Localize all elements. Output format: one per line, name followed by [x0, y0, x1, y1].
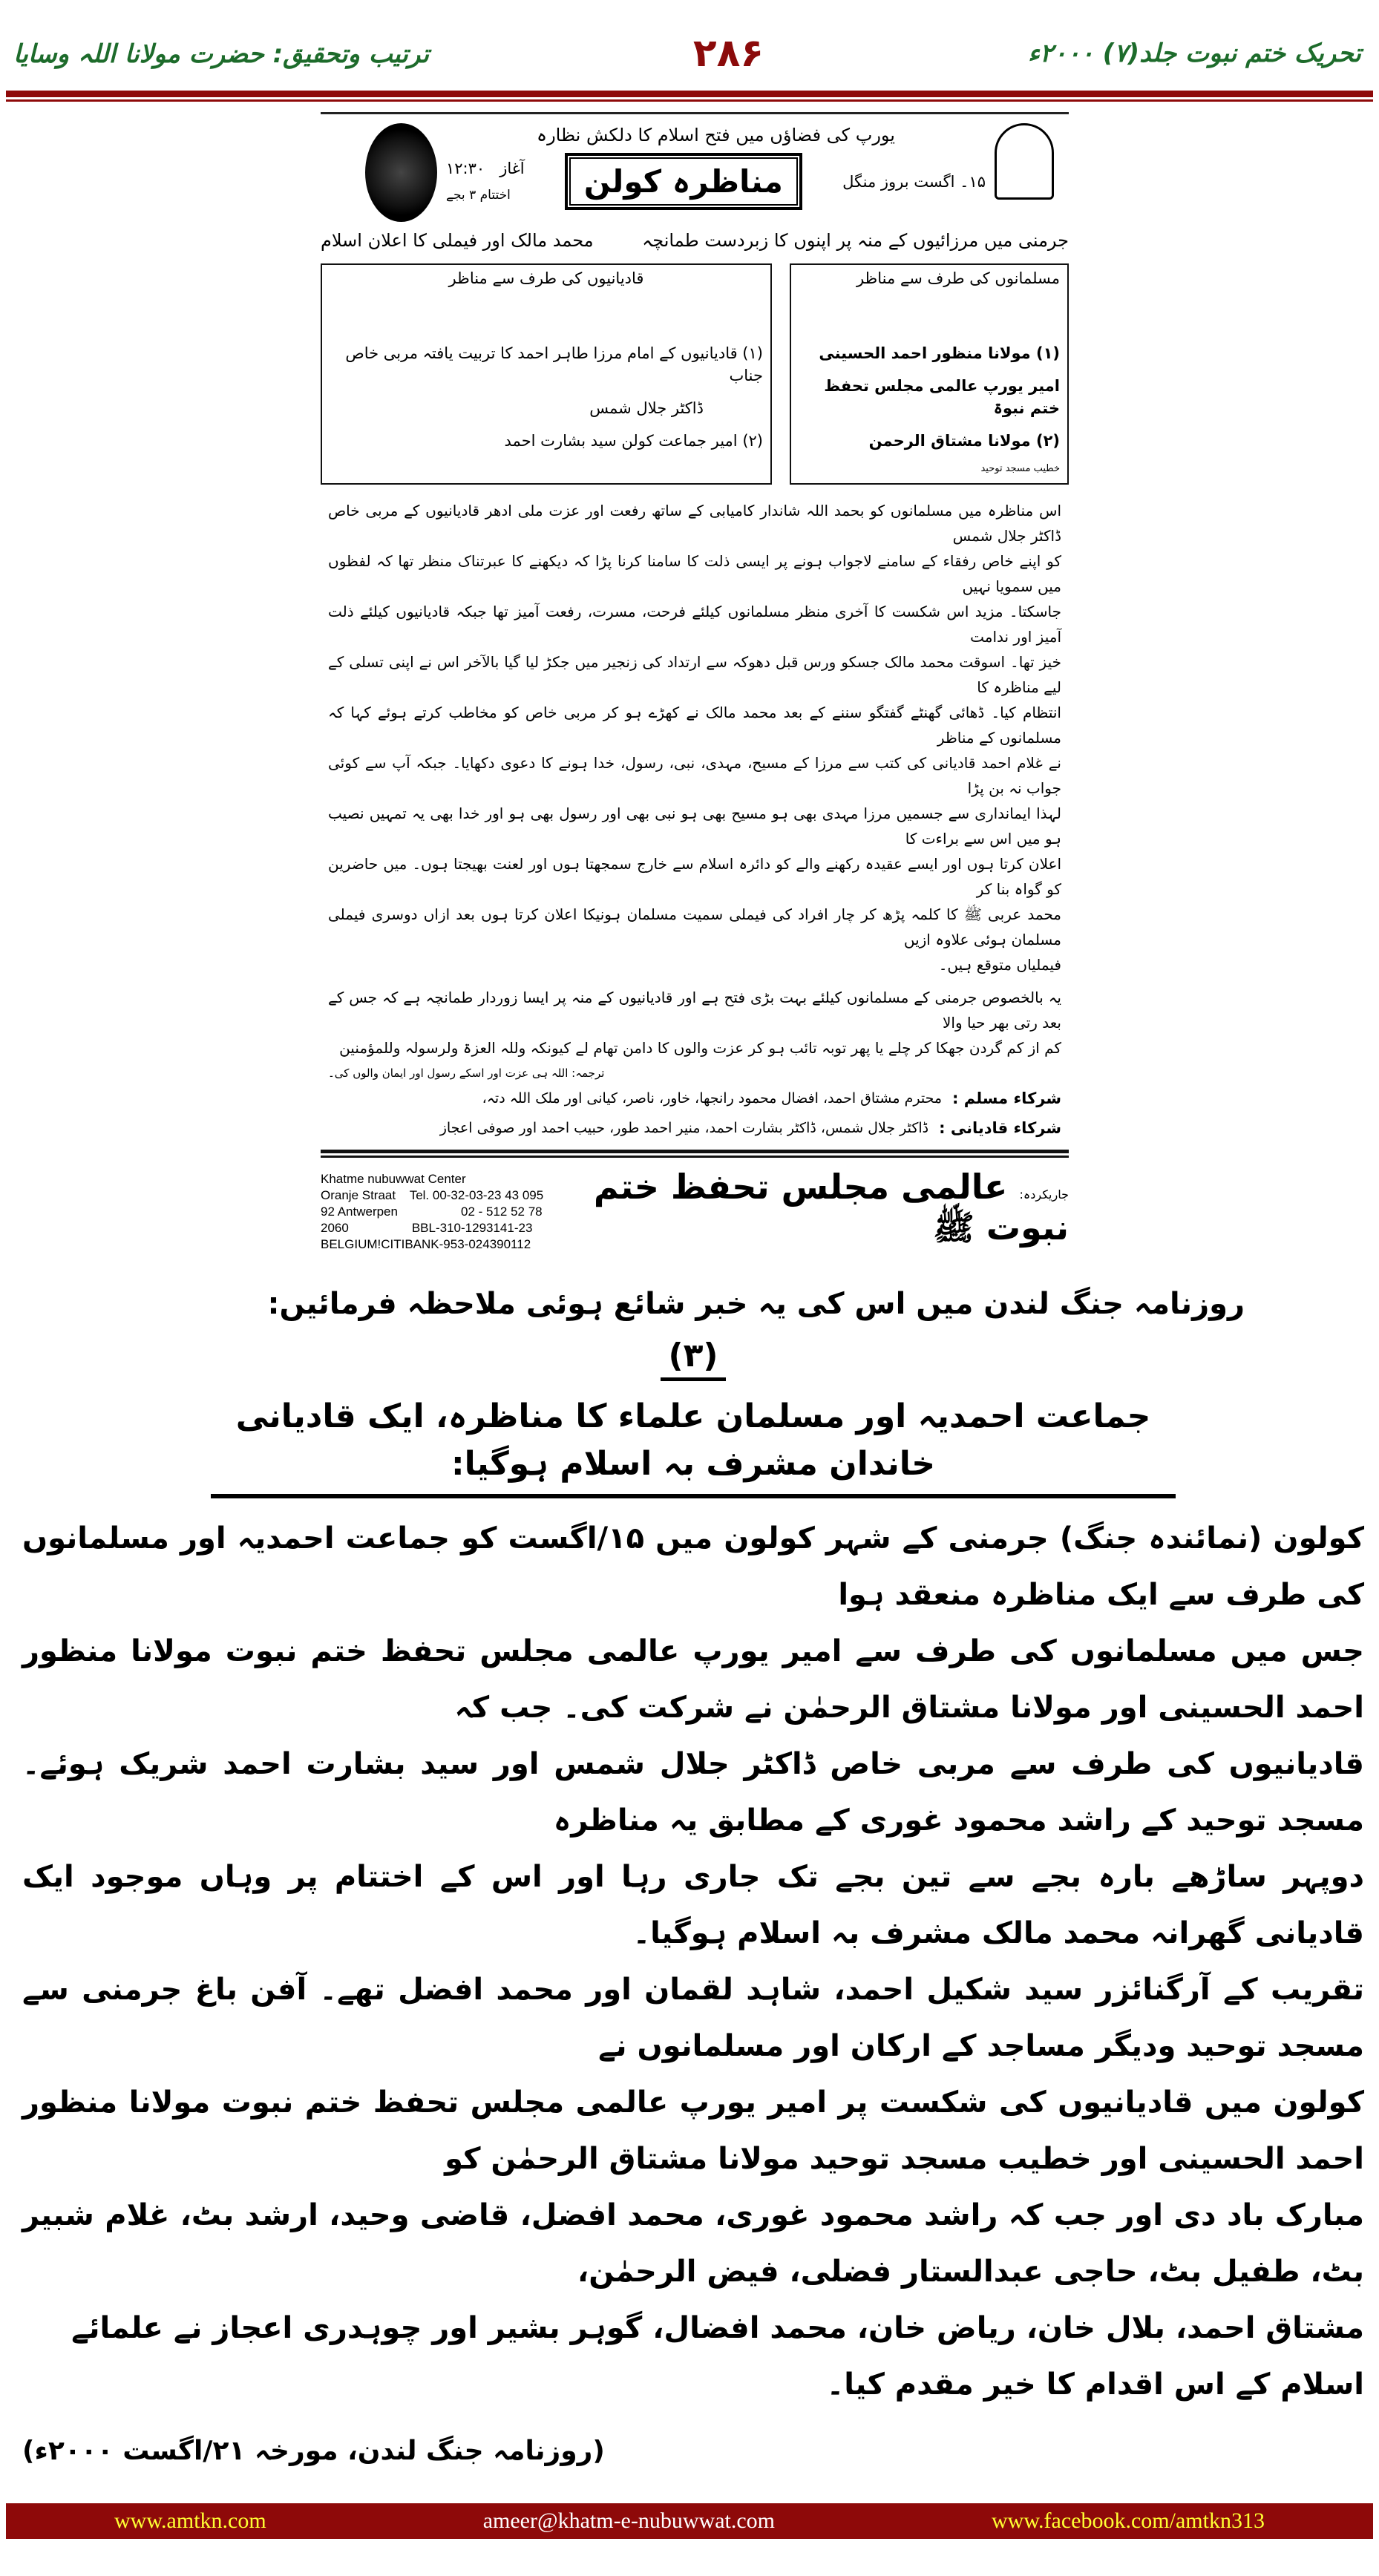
clipping-title: مناظرہ کولن [565, 153, 802, 210]
clipping-paragraph-line: انتظام کیا۔ ڈھائی گھنٹے گفتگو سننے کے بعد محمد مالک نے کھڑے ہو کر مربی خاص کو مخاطب کرتے ہوئے کہا کہ مسلمانوں کے مناظر [328, 704, 1061, 747]
start-time: ۱۲:۳۰ [446, 159, 485, 177]
panel-line: (۲) امیر جماعت کولن سید بشارت احمد [504, 432, 763, 450]
facebook-link[interactable]: www.facebook.com/amtkn313 [992, 2508, 1265, 2533]
headline-right: جرمنی میں مرزائیوں کے منہ پر اپنوں کا زبردست طمانچہ [642, 230, 1069, 251]
body-line: کولون (نمائندہ جنگ) جرمنی کے شہر کولون میں ۱۵/اگست کو جماعت احمدیہ اور مسلمانوں کی طرف سے ایک مناظرہ منعقد ہوا [22, 1521, 1365, 1612]
clipping-paragraph-line: محمد عربی ﷺ کا کلمہ پڑھ کر چار افراد کی فیملی سمیت مسلمان ہونیکا اعلان کرتا ہوں بعد ازاں دوسری فیملی مسلمان ہوئی علاوہ ازیں [328, 905, 1061, 948]
clipping-headlines [321, 228, 1069, 253]
intro-text: روزنامہ جنگ لندن میں اس کی یہ خبر شائع ہوئی ملاحظہ فرمائیں: [267, 1287, 1245, 1321]
body-line: کولون میں قادیانیوں کی شکست پر امیر یورپ عالمی مجلس تحفظ ختم نبوت مولانا منظور احمد الحسینی اور خطیب مسجد توحید مولانا مشتاق الرحمٰن کو [22, 2085, 1364, 2176]
book-title: تحریک ختم نبوت جلد(۷) ۲۰۰۰ء [1027, 39, 1361, 68]
citation: (روزنامہ جنگ لندن، مورخہ ۲۱/اگست ۲۰۰۰ء) [22, 2436, 605, 2466]
start-label: آغاز [499, 159, 525, 177]
clipping-paragraph-line: لہذا ایمانداری سے جسمیں مرزا مہدی بھی ہو مسیح بھی ہو نبی بھی اور رسول بھی ہو اور خدا بھی یہ تمہیں نصیب ہو میں اس سے براءت کا [328, 804, 1061, 848]
panel-line: خطیب مسجد توحید [980, 463, 1060, 474]
email-link[interactable]: ameer@khatm-e-nubuwwat.com [482, 2508, 775, 2533]
issuer-name: عالمی مجلس تحفظ ختم نبوت ﷺ [593, 1167, 1069, 1248]
issuer-prefix: جاریکردہ: [1019, 1187, 1069, 1202]
panel-line: ڈاکٹر جلال شمس [589, 399, 704, 417]
clipping-paragraph-line: یہ بالخصوص جرمنی کے مسلمانوں کیلئے بہت بڑی فتح ہے اور قادیانیوں کے منہ پر ایسا زوردار طمانچہ ہے کہ جس کے بعد رتی بھر حیا والا [328, 989, 1061, 1032]
panel-line: (۱) قادیانیوں کے امام مرزا طاہر احمد کا تربیت یافتہ مربی خاص جناب [345, 344, 763, 384]
clipping-paragraph-line: اعلان کرتا ہوں اور ایسے عقیدہ رکھنے والے کو دائرہ اسلام سے خارج سمجھتا ہوں اور لعنت بھیجتا ہوں۔ میں حاضرین کو گواہ بنا کر [328, 855, 1061, 898]
clipping-tagline: یورپ کی فضاؤں میں فتح اسلام کا دلکش نظارہ [537, 125, 895, 145]
panel-title: مسلمانوں کی طرف سے مناظر [856, 269, 1060, 287]
clipping-paragraph-line: کو اپنے خاص رفقاء کے سامنے لاجواب ہونے پر ایسی ذلت کا سامنا کرنا پڑا کہ دیکھنے کا عبرتناک منظر تھا کہ لفظوں میں سمویا نہیں [328, 552, 1061, 595]
clipping-paragraph-line: جاسکتا۔ مزید اس شکست کا آخری منظر مسلمانوں کیلئے فرحت، مسرت، رفعت آمیز تھا جبکہ قادیانیوں کیلئے ذلت آمیز اور ندامت [328, 603, 1061, 646]
article [0, 1256, 1379, 2474]
event-date: ۱۵۔ اگست بروز منگل [842, 172, 986, 191]
page-header [0, 0, 1379, 88]
mosque-logo-icon [995, 123, 1054, 200]
panel-line: امیر یورپ عالمی مجلس تحفظ ختم نبوۃ [824, 377, 1060, 417]
clipping-paragraph-line: کم از کم گردن جھکا کر چلے یا پھر توبہ تائب ہو کر عزت والوں کا دامن تھام لے کیونکہ وللہ العزۃ ولرسولہ وللمؤمنین [339, 1039, 1061, 1057]
muslim-debaters-panel [790, 263, 1069, 485]
clipping-footer [321, 1167, 1069, 1256]
body-line: دوپہر ساڑھے بارہ بجے سے تین بجے تک جاری رہا اور اس کے اختتام پر وہاں موجود ایک قادیانی گھرانہ محمد مالک مشرف بہ اسلام ہوگیا۔ [22, 1860, 1364, 1950]
page-number: ۲۸۶ [692, 31, 764, 76]
website-link[interactable]: www.amtkn.com [114, 2508, 266, 2533]
clipping-paragraph-line: نے غلام احمد قادیانی کی کتب سے مرزا کے مسیح، مہدی، نبی، رسول، خدا ہونے کا دعوی دکھایا۔ جبکہ آپ سے کوئی جواب نہ بن پڑا [328, 754, 1061, 797]
clipping-body [321, 498, 1069, 1141]
article-heading: جماعت احمدیہ اور مسلمان علماء کا مناظرہ، ایک قادیانی خاندان مشرف بہ اسلام ہوگیا: [211, 1393, 1176, 1498]
participants-qadiani: ڈاکٹر جلال شمس، ڈاکٹر بشارت احمد، منیر احمد طور، حبیب احمد اور صوفی اعجاز [439, 1120, 929, 1136]
participants-qadiani-label: شرکاء قادیانی : [939, 1119, 1061, 1137]
body-line: مبارک باد دی اور جب کہ راشد محمود غوری، محمد افضل، قاضی وحید، ارشد بٹ، غلام شبیر بٹ، طفیل بٹ، حاجی عبدالستار فضلی، فیض الرحمٰن، [22, 2198, 1364, 2289]
compiler-credit: ترتیب وتحقیق: حضرت مولانا اللہ وسایا [13, 39, 430, 69]
header-divider-thin [6, 99, 1373, 102]
body-line: جس میں مسلمانوں کی طرف سے امیر یورپ عالمی مجلس تحفظ ختم نبوت مولانا منظور احمد الحسینی اور مولانا مشتاق الرحمٰن نے شرکت کی۔ جب کہ [22, 1634, 1364, 1725]
title-row [446, 153, 986, 210]
address-block: Khatme nubuwwat Center Oranje Straat Tel. 00-32-03-23 43 095 92 Antwerpen 02 - 512 52 78 2060 BBL-310-1293141-23 BELGIUM!CITIBANK-953-024390112 [321, 1171, 544, 1251]
body-line: قادیانیوں کی طرف سے مربی خاص ڈاکٹر جلال شمس اور سید بشارت احمد شریک ہوئے۔ مسجد توحید کے راشد محمود غوری کے مطابق یہ مناظرہ [22, 1747, 1364, 1838]
footer-bar [6, 2503, 1373, 2539]
clipping-divider [321, 1150, 1069, 1153]
body-line: مشتاق احمد، بلال خان، ریاض خان، محمد افضال، گوہر بشیر اور چوہدری اعجاز نے علمائے اسلام کے اس اقدام کا خیر مقدم کیا۔ [71, 2311, 1364, 2402]
panel-line: (۱) مولانا منظور احمد الحسینی [819, 344, 1060, 362]
panel-line: (۲) مولانا مشتاق الرحمن [868, 432, 1060, 450]
seal-emblem-icon [365, 123, 437, 222]
participants-muslim-row [328, 1086, 1061, 1111]
clipping-paragraph-line: اس مناظرہ میں مسلمانوں کو بحمد اللہ شاندار کامیابی کے ساتھ رفعت اور عزت ملی ادھر قادیانیوں کے مربی خاص ڈاکٹر جلال شمس [328, 502, 1062, 545]
article-body [22, 1510, 1364, 2413]
translation-note: ترجمہ: اللہ ہی عزت اور اسکے رسول اور ایمان والوں کی۔ [328, 1066, 605, 1080]
participants-muslim: محترم مشتاق احمد، افضال محمود رانجھا، خاور، ناصر، کیانی اور ملک اللہ دتہ، [482, 1090, 943, 1107]
headline-left: محمد مالک اور فیملی کا اعلان اسلام [321, 230, 594, 251]
panel-title: قادیانیوں کی طرف سے مناظر [448, 269, 644, 287]
clipping-divider [321, 1156, 1069, 1158]
clipping-paragraph-line: فیملیاں متوقع ہیں۔ [938, 956, 1061, 974]
section-number: (۳) [661, 1337, 725, 1381]
debaters-panels [321, 263, 1069, 485]
masthead-center [437, 123, 995, 210]
newspaper-clipping [321, 112, 1069, 1256]
clipping-masthead [321, 114, 1069, 222]
start-row [446, 157, 525, 180]
event-times [446, 157, 525, 207]
participants-qadiani-row [328, 1115, 1061, 1141]
clipping-paragraph-line: خیز تھا۔ اسوقت محمد مالک جسکو ورس قبل دھوکہ سے ارتداد کی زنجیر میں جکڑ لیا گیا بالآخر اس نے اپنی تسلی کے لیے مناظرہ کا [328, 653, 1061, 696]
spacer [0, 2474, 1379, 2503]
header-divider [6, 91, 1373, 97]
body-line: تقریب کے آرگنائزر سید شکیل احمد، شاہد لقمان اور محمد افضل تھے۔ آفن باغ جرمنی سے مسجد توحید ودیگر مساجد کے ارکان اور مسلمانوں نے [22, 1973, 1364, 2063]
issuer-calligraphy [555, 1167, 1069, 1256]
end-time: اختتام ۳ بجے [446, 187, 511, 203]
qadiani-debaters-panel [321, 263, 772, 485]
participants-muslim-label: شرکاء مسلم : [952, 1089, 1061, 1107]
